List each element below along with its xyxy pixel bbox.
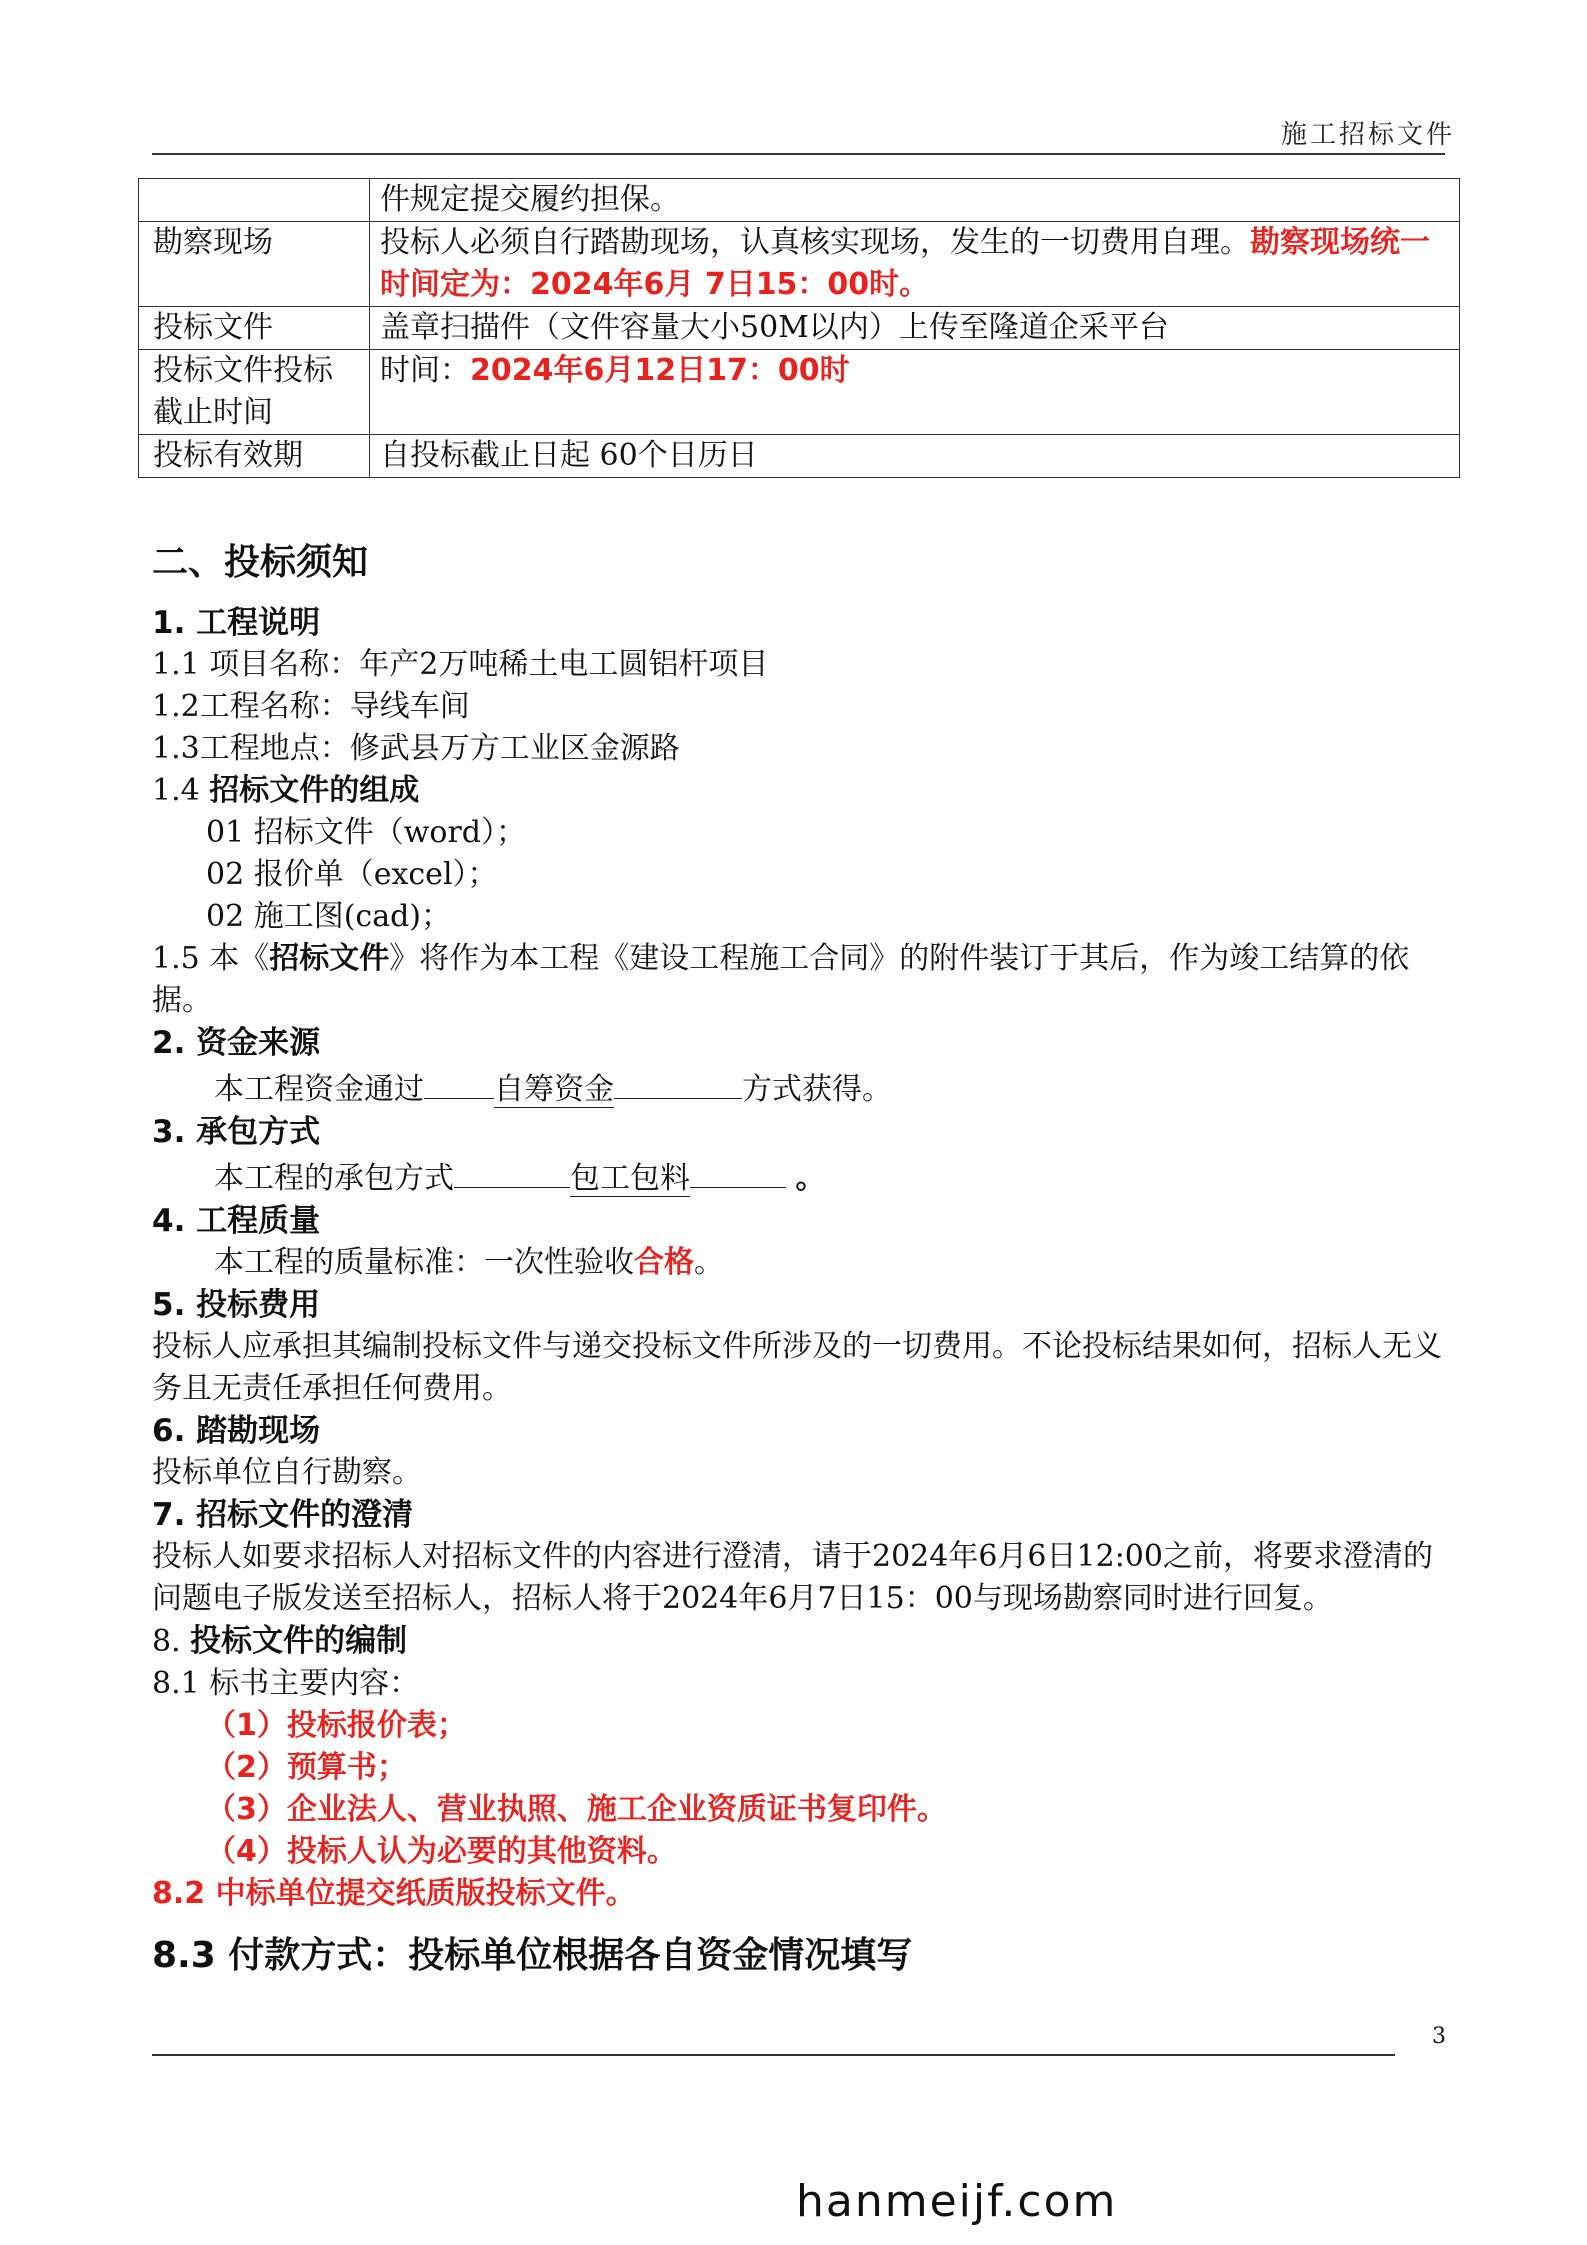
table-row	[139, 179, 1460, 222]
s4-post: 。	[694, 1245, 724, 1280]
s8-title	[152, 1620, 1447, 1663]
s5-text: 投标人应承担其编制投标文件与递交投标文件所涉及的一切费用。不论投标结果如何，招标人无义务且无责任承担任何费用。	[152, 1329, 1442, 1406]
s8-num: 8.	[152, 1624, 181, 1659]
list-item: 02 报价单（excel）；	[206, 857, 498, 892]
s7-text: 投标人如要求招标人对招标文件的内容进行澄清，请于2024年6月6日12:00之前，将要求澄清的问题电子版发送至招标人，招标人将于2024年6月7日15：00与现场勘察同时进行回复。	[152, 1539, 1433, 1616]
list-item: （3）企业法人、营业执照、施工企业资质证书复印件。	[206, 1792, 947, 1827]
s4-title: 4. 工程质量	[152, 1203, 321, 1239]
s4-pre: 本工程的质量标准：一次性验收	[214, 1245, 634, 1280]
s1-line-1: 1.1 项目名称：年产2万吨稀土电工圆铝杆项目	[152, 647, 769, 682]
list-item: 02 施工图(cad)；	[206, 899, 452, 934]
list-item: （2）预算书；	[206, 1750, 407, 1785]
list-item: 01 招标文件（word）；	[206, 815, 526, 850]
s5-title: 5. 投标费用	[152, 1287, 321, 1323]
s7-title: 7. 招标文件的澄清	[152, 1497, 414, 1533]
s6-title: 6. 踏勘现场	[152, 1413, 321, 1449]
s1-line-4-num: 1.4	[152, 773, 200, 808]
deadline-highlight: 2024年6月12日17：00时	[470, 353, 850, 388]
header-rule	[152, 153, 1445, 155]
s3-title: 3. 承包方式	[152, 1114, 321, 1150]
s1-line-5-post: 》将作为本工程《建设工程施工合同》的附件装订于其后，作为竣工结算的依据。	[152, 941, 1410, 1018]
s2-post: 方式获得。	[742, 1072, 892, 1107]
watermark: hanmeijf.com	[796, 2176, 1118, 2227]
table-key	[139, 179, 370, 222]
page-number: 3	[1432, 2024, 1446, 2049]
s1-line-4-title: 招标文件的组成	[209, 773, 420, 808]
info-table	[138, 178, 1460, 478]
s2-line	[152, 1064, 1447, 1111]
s1-title: 1. 工程说明	[152, 605, 321, 641]
s3-pre: 本工程的承包方式	[214, 1161, 454, 1196]
table-key: 投标文件	[139, 307, 370, 350]
s2-pre: 本工程资金通过	[214, 1072, 424, 1107]
table-key: 勘察现场	[139, 222, 370, 307]
table-value	[370, 222, 1460, 307]
header-title: 施工招标文件	[1280, 120, 1455, 150]
s3-line	[152, 1153, 1447, 1200]
survey-time-highlight: 勘察现场统一时间定为：2024年6月 7日15：00时。	[380, 225, 1430, 302]
s3-value: 包工包料	[570, 1161, 690, 1196]
list-item: （4）投标人认为必要的其他资料。	[206, 1834, 677, 1869]
table-row	[139, 350, 1460, 435]
s3-post: 。	[795, 1161, 826, 1196]
section-title: 二、投标须知	[152, 542, 369, 583]
table-key: 投标有效期	[139, 435, 370, 478]
table-value: 件规定提交履约担保。	[370, 179, 1460, 222]
s1-line-2: 1.2工程名称：导线车间	[152, 689, 470, 724]
s2-title: 2. 资金来源	[152, 1025, 321, 1061]
list-item: （1）投标报价表；	[206, 1708, 467, 1743]
s1-line-5-bold: 招标文件	[269, 941, 390, 976]
table-row	[139, 307, 1460, 350]
main-content	[152, 536, 1447, 1983]
table-key: 投标文件投标截止时间	[139, 350, 370, 435]
footer-rule	[152, 2054, 1395, 2056]
s3-blank-left	[454, 1153, 570, 1188]
table-value: 自投标截止日起 60个日历日	[370, 435, 1460, 478]
s1-line-5	[152, 938, 1447, 1022]
s8-line-2: 8.2 中标单位提交纸质版投标文件。	[152, 1876, 636, 1911]
table-value	[370, 350, 1460, 435]
survey-text: 投标人必须自行踏勘现场，认真核实现场，发生的一切费用自理。	[380, 225, 1250, 260]
s2-value: 自筹资金	[494, 1072, 614, 1107]
s4-red: 合格	[634, 1245, 694, 1280]
s4-line	[152, 1242, 1447, 1284]
s8-line-3: 8.3 付款方式：投标单位根据各自资金情况填写	[152, 1935, 913, 1976]
s1-line-5-pre: 1.5 本《	[152, 941, 270, 976]
deadline-label: 时间：	[380, 353, 470, 388]
table-row	[139, 222, 1460, 307]
s8-title-text: 投标文件的编制	[190, 1623, 408, 1659]
s3-blank-right	[690, 1153, 786, 1188]
s8-line-1: 8.1 标书主要内容：	[152, 1666, 420, 1701]
table-row	[139, 435, 1460, 478]
s2-blank-right	[614, 1064, 742, 1099]
s6-text: 投标单位自行勘察。	[152, 1455, 422, 1490]
table-value: 盖章扫描件（文件容量大小50M以内）上传至隆道企采平台	[370, 307, 1460, 350]
s1-line-3: 1.3工程地点：修武县万方工业区金源路	[152, 731, 680, 766]
s2-blank-left	[424, 1064, 494, 1099]
s1-line-4	[152, 770, 1447, 812]
